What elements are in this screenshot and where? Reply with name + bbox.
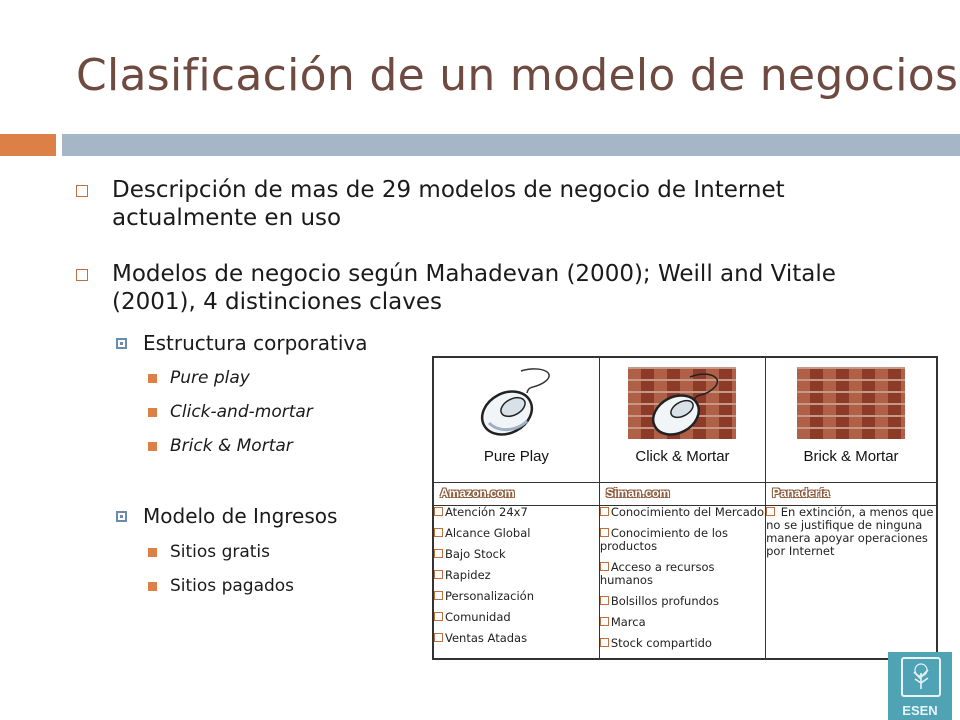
brick-wall-icon [628,367,736,439]
bullet-item: Modelos de negocio según Mahadevan (2000); Weill and Vitale (2001), 4 distinciones claves [76,260,856,316]
square-bullet-icon [434,612,443,621]
square-bullet-icon [148,582,157,591]
table-cell [433,506,599,660]
square-bullet-icon [600,507,609,516]
square-bullet-icon [76,269,88,281]
bullet-item: Descripción de mas de 29 modelos de negocio de Internet actualmente en uso [76,176,856,232]
header-label: Brick & Mortar [803,448,899,465]
accent-bar-orange [0,134,56,156]
list-item: Click-and-mortar [148,402,313,422]
square-bullet-icon [434,549,443,558]
square-bullet-icon [116,511,127,522]
square-bullet-icon [148,442,157,451]
table-cell [766,506,937,660]
list-item: Alcance Global [434,527,599,540]
table-cell [599,483,765,506]
table-cell [599,506,765,660]
square-bullet-icon [600,638,609,647]
header-label: Click & Mortar [635,448,730,465]
square-bullet-icon [434,591,443,600]
square-bullet-icon [600,528,609,537]
accent-bar-blue [62,134,960,156]
list-item: Acceso a recursos humanos [599,560,715,587]
square-bullet-icon [600,562,609,571]
list-item: Marca [600,616,765,629]
esen-logo [888,652,952,720]
computer-mouse-icon [628,367,736,439]
logo-text: ESEN [902,703,938,718]
table-header-cell [433,357,599,483]
list-item: Personalización [434,590,599,603]
square-bullet-icon [434,633,443,642]
list-item: Bajo Stock [434,548,599,561]
site-label: Panadería [772,486,830,500]
tree-emblem-icon [901,657,941,697]
table-header-cell [599,357,765,483]
list-item: Conocimiento del Mercado [600,506,765,519]
list-item: Sitios gratis [148,542,270,562]
brick-wall-icon [797,367,905,439]
page-title: Clasificación de un modelo de negocios [76,50,959,101]
business-models-table [432,356,938,660]
square-bullet-icon [76,185,88,197]
square-bullet-icon [434,528,443,537]
section-heading: Estructura corporativa [116,331,368,355]
table-header-row [433,357,937,483]
table-row [433,483,937,506]
table-cell [433,483,599,506]
square-bullet-icon [148,548,157,557]
list-item: Conocimiento de los productos [599,526,728,553]
list-item: Comunidad [434,611,599,624]
list-item: Rapidez [434,569,599,582]
square-bullet-icon [116,338,127,349]
section-heading: Modelo de Ingresos [116,504,337,528]
square-bullet-icon [148,408,157,417]
list-item: Ventas Atadas [434,632,599,645]
site-label: Siman.com [605,486,670,500]
list-item: En extinción, a menos que no se justifique de ninguna manera apoyar operaciones por Internet [766,505,934,558]
square-bullet-icon [434,570,443,579]
site-label: Amazon.com [440,486,515,500]
list-item: Atención 24x7 [434,506,599,519]
square-bullet-icon [600,596,609,605]
table-row [433,506,937,660]
square-bullet-icon [600,617,609,626]
list-item: Stock compartido [600,637,765,650]
list-item: Sitios pagados [148,576,294,596]
list-item: Brick & Mortar [148,436,293,456]
header-label: Pure Play [483,448,549,465]
table-cell [766,483,937,506]
list-item: Pure play [148,368,250,388]
list-item: Bolsillos profundos [600,595,765,608]
square-bullet-icon [434,507,443,516]
square-bullet-icon [148,374,157,383]
table-header-cell [766,357,937,483]
computer-mouse-icon [471,363,561,443]
square-bullet-icon [766,507,775,516]
